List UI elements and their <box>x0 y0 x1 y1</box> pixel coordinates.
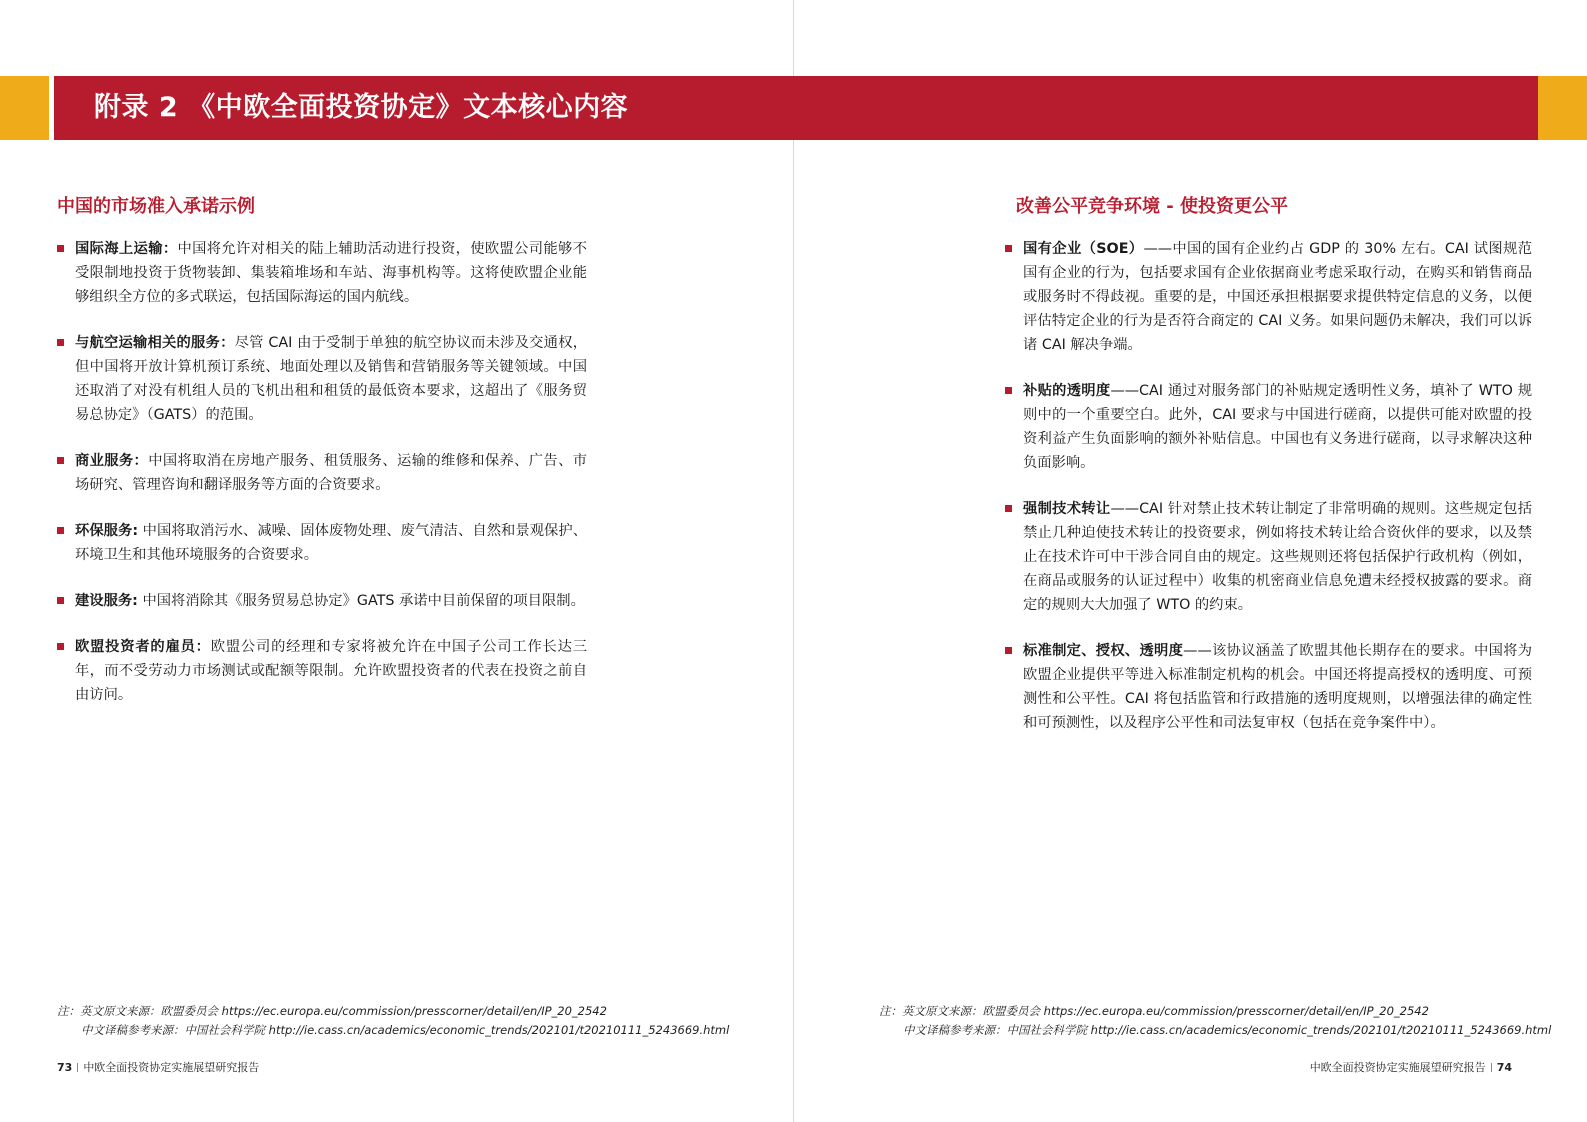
bullet-text: ——CAI 针对禁止技术转让制定了非常明确的规则。这些规定包括禁止几种迫使技术转让的投资要求，例如将技术转让给合资伙伴的要求，以及禁止在技术许可中干涉合同自由的规定。这些规则还将包括保护行政机构（例如，在商品或服务的认证过程中）收集的机密商业信息免遭未经授权披露的要求。商定的规则大大加强了 WTO 的约束。 <box>1023 501 1532 613</box>
footer-report-title: 中欧全面投资协定实施展望研究报告 <box>1309 1061 1486 1074</box>
square-bullet-icon <box>57 245 64 252</box>
bullet-term: 国际海上运输： <box>75 241 178 257</box>
square-bullet-icon <box>1005 647 1012 654</box>
square-bullet-icon <box>1005 505 1012 512</box>
left-section-heading: 中国的市场准入承诺示例 <box>57 196 255 217</box>
left-bullet-list <box>57 237 587 729</box>
bullet-text: 中国将取消污水、减噪、固体废物处理、废气清洁、自然和景观保护、环境卫生和其他环境服务的合资要求。 <box>75 523 587 563</box>
list-item <box>57 331 587 427</box>
bullet-text: 中国将消除其《服务贸易总协定》GATS 承诺中目前保留的项目限制。 <box>137 593 585 609</box>
footnote-translation-line: 中文译稿参考来源：中国社会科学院 http://ie.cass.cn/academics/economic_trends/202101/t20210111_5243669.html <box>903 1023 1552 1037</box>
footer-separator <box>77 1063 78 1072</box>
left-edge-tab <box>0 76 49 140</box>
bullet-text: ——中国的国有企业约占 GDP 的 30% 左右。CAI 试图规范国有企业的行为，包括要求国有企业依据商业考虑采取行动，在购买和销售商品或服务时不得歧视。重要的是，中国还承担根据要求提供特定信息的义务，以便评估特定企业的行为是否符合商定的 CAI 义务。如果问题仍未解决，我们可以诉诸 CAI 解决争端。 <box>1023 241 1532 353</box>
list-item <box>1005 237 1532 357</box>
footnote-source-line: 注：英文原文来源：欧盟委员会 https://ec.europa.eu/commission/presscorner/detail/en/IP_20_2542 <box>57 1004 607 1018</box>
page-number: 74 <box>1496 1061 1512 1074</box>
bullet-text: 尽管 CAI 由于受制于单独的航空协议而未涉及交通权，但中国将开放计算机预订系统、地面处理以及销售和营销服务等关键领域。中国还取消了对没有机组人员的飞机出租和租赁的最低资本要求，这超出了《服务贸易总协定》（GATS）的范围。 <box>75 335 587 423</box>
footer-report-title: 中欧全面投资协定实施展望研究报告 <box>83 1061 260 1074</box>
square-bullet-icon <box>57 597 64 604</box>
left-page-footer <box>57 1059 259 1075</box>
page-gutter-divider <box>793 0 794 1122</box>
square-bullet-icon <box>1005 245 1012 252</box>
bullet-text: ——该协议涵盖了欧盟其他长期存在的要求。中国将为欧盟企业提供平等进入标准制定机构的机会。中国还将提高授权的透明度、可预测性和公平性。CAI 将包括监管和行政措施的透明度规则，以增强法律的确定性和可预测性，以及程序公平性和司法复审权（包括在竞争案件中）。 <box>1023 643 1533 731</box>
square-bullet-icon <box>57 457 64 464</box>
footnote-translation-line: 中文译稿参考来源：中国社会科学院 http://ie.cass.cn/academics/economic_trends/202101/t20210111_5243669.html <box>81 1023 730 1037</box>
bullet-text: 中国将取消在房地产服务、租赁服务、运输的维修和保养、广告、市场研究、管理咨询和翻译服务等方面的合资要求。 <box>75 453 588 493</box>
list-item <box>1005 639 1532 735</box>
list-item <box>57 589 587 613</box>
title-banner <box>54 76 1538 140</box>
square-bullet-icon <box>57 643 64 650</box>
bullet-term: 与航空运输相关的服务： <box>75 335 235 351</box>
bullet-term: 环保服务: <box>75 523 139 539</box>
bullet-term: 补贴的透明度 <box>1023 383 1111 399</box>
square-bullet-icon <box>1005 387 1012 394</box>
bullet-text: 中国将允许对相关的陆上辅助活动进行投资，使欧盟公司能够不受限制地投资于货物装卸、集装箱堆场和车站、海事机构等。这将使欧盟企业能够组织全方位的多式联运，包括国际海运的国内航线。 <box>75 241 587 305</box>
footer-separator <box>1491 1063 1492 1072</box>
bullet-term: 建设服务: <box>75 593 138 609</box>
list-item <box>1005 497 1532 617</box>
right-edge-tab <box>1538 76 1587 140</box>
right-bullet-list <box>1005 237 1532 757</box>
bullet-term: 标准制定、授权、透明度 <box>1023 643 1184 659</box>
banner-title: 附录 2 《中欧全面投资协定》文本核心内容 <box>94 92 629 123</box>
left-footnote <box>57 1002 729 1040</box>
list-item <box>57 237 587 309</box>
bullet-term: 强制技术转让 <box>1023 501 1111 517</box>
square-bullet-icon <box>57 339 64 346</box>
bullet-text: 欧盟公司的经理和专家将被允许在中国子公司工作长达三年，而不受劳动力市场测试或配额等限制。允许欧盟投资者的代表在投资之前自由访问。 <box>75 639 588 703</box>
bullet-text: ——CAI 通过对服务部门的补贴规定透明性义务，填补了 WTO 规则中的一个重要空白。此外，CAI 要求与中国进行磋商，以提供可能对欧盟的投资利益产生负面影响的额外补贴信息。中国也有义务进行磋商，以寻求解决这种负面影响。 <box>1023 383 1532 471</box>
list-item <box>57 635 587 707</box>
page-number: 73 <box>57 1061 73 1074</box>
bullet-term: 商业服务： <box>75 453 149 469</box>
list-item <box>57 449 587 497</box>
list-item <box>1005 379 1532 475</box>
right-section-heading: 改善公平竞争环境 - 使投资更公平 <box>1016 196 1289 217</box>
right-footnote <box>879 1002 1551 1040</box>
footnote-source-line: 注：英文原文来源：欧盟委员会 https://ec.europa.eu/commission/presscorner/detail/en/IP_20_2542 <box>879 1004 1429 1018</box>
square-bullet-icon <box>57 527 64 534</box>
bullet-term: 国有企业（SOE） <box>1023 241 1144 257</box>
list-item <box>57 519 587 567</box>
right-page-footer <box>1310 1059 1512 1075</box>
bullet-term: 欧盟投资者的雇员： <box>75 639 211 655</box>
